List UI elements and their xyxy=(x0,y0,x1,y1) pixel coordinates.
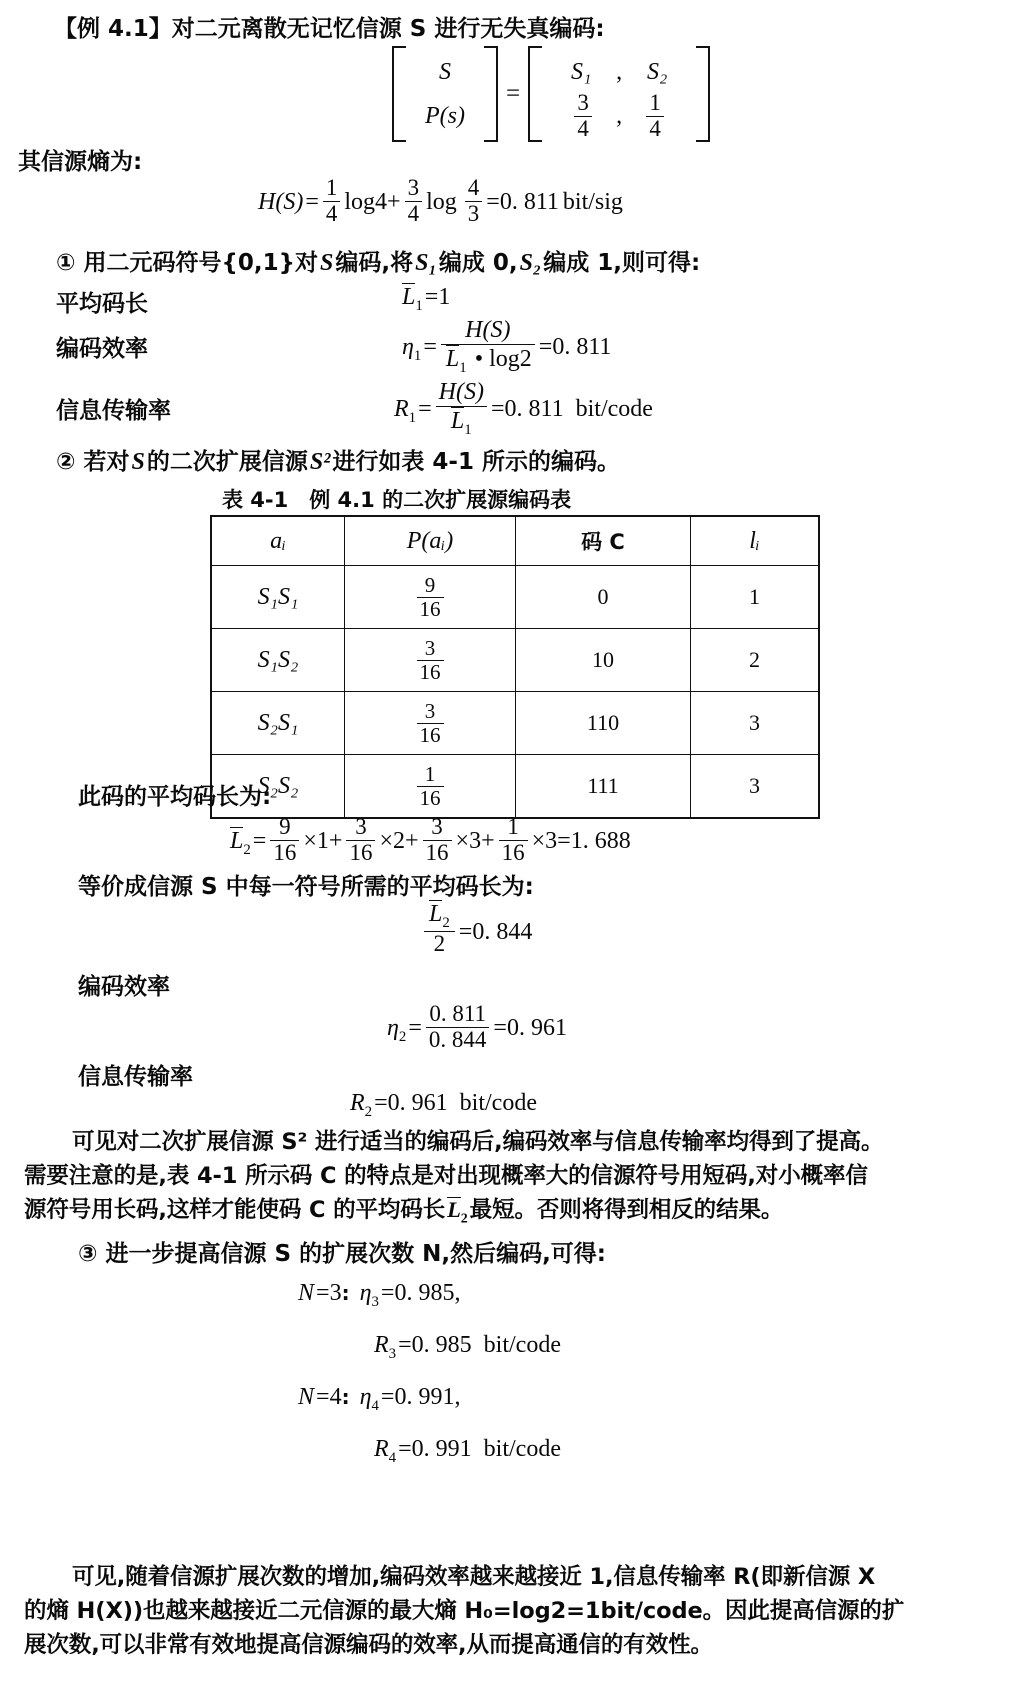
item-2-text-b: 的二次扩展信源 xyxy=(146,449,308,475)
paragraph-2-line-1: 可见,随着信源扩展次数的增加,编码效率越来越接近 1,信息传输率 R(即新信源 X xyxy=(72,1564,876,1590)
matrix-comma-1: , xyxy=(616,58,623,85)
item-1-var-s2: S₂ xyxy=(519,250,542,276)
matrix-symbol-2: S₂ xyxy=(646,58,668,85)
example-heading-label: 【例 4.1】 xyxy=(54,16,172,42)
avg-length-formula: $L_1=1$ xyxy=(402,284,451,314)
paragraph-1-line-2: 需要注意的是,表 4-1 所示码 C 的特点是对出现概率大的信源符号用短码,对小概率信 xyxy=(24,1163,868,1190)
matrix-right-bracket xyxy=(484,46,498,142)
paragraph-1-line-3: 源符号用长码,这样才能使码 C 的平均码长$L_2$最短。否则将得到相反的结果。 xyxy=(24,1197,784,1227)
entropy-lead-text: 其信源熵为: xyxy=(18,149,143,175)
rate-formula: $R_1=$ $\frac{H(S)}{L_1}$ =0. 811 bit/code xyxy=(394,379,653,438)
efficiency-num: H(S) xyxy=(465,317,511,343)
cell-code: 110 xyxy=(516,692,691,755)
table-header-li: lᵢ xyxy=(691,516,820,566)
efficiency2-label: 编码效率 xyxy=(78,974,170,1000)
rate-num: H(S) xyxy=(438,379,484,405)
rate2-unit: bit/code xyxy=(459,1090,537,1116)
table-row xyxy=(211,692,819,755)
cell-length: 1 xyxy=(691,566,820,629)
efficiency-value: 0. 811 xyxy=(552,333,612,360)
efficiency2-den: 0. 844 xyxy=(426,1027,490,1053)
cell-probability: $\frac{9}{16}$ xyxy=(345,566,516,629)
item-1-var-s1: S₁ xyxy=(415,250,437,276)
paragraph-2-line-3: 展次数,可以非常有效地提高信源编码的效率,从而提高通信的有效性。 xyxy=(24,1632,713,1659)
item-2-text-a: 若对 xyxy=(83,449,130,475)
avg-length2-formula: $L_2=$ $\frac{9}{16}$ ×1+ $\frac{3}{16}$ ×2+ $\frac{3}{16}$ ×3+ $\frac{1}{16}$ ×3=1. 688 xyxy=(230,814,631,865)
item-1-text-b: 编码,将 xyxy=(335,250,414,276)
cell-symbol: S₂S₁ xyxy=(211,692,345,755)
code-table xyxy=(210,515,820,819)
table-row xyxy=(211,566,819,629)
efficiency2-formula: $\eta_2=$ $\frac{0. 811}{0. 844}$ =0. 961 xyxy=(387,1001,567,1052)
example-intro-text: 对二元离散无记忆信源 S 进行无失真编码: xyxy=(171,16,605,42)
equiv-formula: $\frac{L_2}{2}$ =0. 844 xyxy=(420,900,532,957)
avg-length2-lead: 此码的平均码长为: xyxy=(78,784,272,810)
matrix-values xyxy=(544,46,694,142)
cell-probability: $\frac{3}{16}$ xyxy=(345,629,516,692)
table-header-row xyxy=(211,516,819,566)
r1-symbol: $R_1$ xyxy=(394,395,417,426)
item-1-text-d: 编成 1,则可得: xyxy=(543,250,701,276)
avg-length2-value: 1. 688 xyxy=(570,827,631,854)
rate2-formula: $R_2=0$. 961 bit/code xyxy=(350,1090,537,1120)
matrix2-right-bracket xyxy=(696,46,710,142)
cell-code: 111 xyxy=(516,755,691,819)
cell-probability: $\frac{1}{16}$ xyxy=(345,755,516,819)
item-3-marker: ③ xyxy=(78,1241,98,1267)
efficiency2-num: 0. 811 xyxy=(429,1001,486,1026)
item-2-text-c: 进行如表 4-1 所示的编码。 xyxy=(332,449,620,475)
item-1-text-a: 用二元码符号{0,1}对 xyxy=(83,250,318,276)
rate-value: 0. 811 xyxy=(504,395,564,422)
item-2-line xyxy=(56,443,620,476)
eta-2-symbol: $\eta_2$ xyxy=(387,1014,407,1045)
matrix-symbol-1: S₁ xyxy=(570,58,592,85)
entropy-value: 0. 811 xyxy=(499,188,559,215)
avg-length-value: 1 xyxy=(438,284,451,310)
table-row xyxy=(211,629,819,692)
matrix-left-bracket xyxy=(392,46,406,142)
expansion-result-n3: N=3: $\eta_3=0$. 985, xyxy=(298,1280,461,1310)
efficiency-den: $L_1$ • log2 xyxy=(441,344,535,376)
item-3-line xyxy=(78,1235,606,1268)
matrix-label-column xyxy=(408,46,482,142)
entropy-formula: H(S)= $\frac{1}{4}$ log4+ $\frac{3}{4}$ log $\frac{4}{3}$ =0. 811 bit/sig xyxy=(258,175,623,226)
paragraph-2 xyxy=(24,1560,1004,1663)
item-1-marker: ① xyxy=(56,250,76,276)
matrix2-left-bracket xyxy=(528,46,542,142)
table-header-ai: aᵢ xyxy=(211,516,345,566)
entropy-log2: log xyxy=(426,188,457,215)
example-heading-line xyxy=(54,10,605,43)
table-header-pai: P(aᵢ) xyxy=(345,516,516,566)
table-header-code: 码 C xyxy=(516,516,691,566)
cell-code: 10 xyxy=(516,629,691,692)
item-1-var-s: S xyxy=(320,250,334,276)
paragraph-2-line-2: 的熵 H(X))也越来越接近二元信源的最大熵 H₀=log2=1bit/code。因此提高信源的扩 xyxy=(24,1598,905,1625)
eta-1-symbol: $\eta_1$ xyxy=(402,333,422,364)
entropy-unit: bit/sig xyxy=(562,188,623,215)
entropy-log1: log4 xyxy=(344,188,388,215)
cell-symbol: S₁S₂ xyxy=(211,629,345,692)
equiv-value: 0. 844 xyxy=(472,918,533,945)
matrix-prob-2: $\frac{1}{4}$ xyxy=(622,91,688,142)
expansion-result-r3: $R_3=0$. 985 bit/code xyxy=(374,1332,561,1362)
matrix-label-ps: P(s) xyxy=(425,102,465,129)
paragraph-1 xyxy=(24,1125,1004,1230)
rate-den: $L_1$ xyxy=(436,406,487,438)
matrix-label-s: S xyxy=(439,58,451,85)
matrix-comma-2: , xyxy=(616,102,623,129)
expansion-result-n4: N=4: $\eta_4=0$. 991, xyxy=(298,1384,461,1414)
equiv-num: $L_2$ xyxy=(429,901,450,931)
item-2-marker: ② xyxy=(56,449,76,475)
r2-symbol: $R_2$ xyxy=(350,1090,373,1120)
table-caption: 表 4-1 例 4.1 的二次扩展源编码表 xyxy=(222,488,572,512)
entropy-lhs: H(S) xyxy=(258,188,304,215)
item-1-line xyxy=(56,244,700,277)
matrix-equals: = xyxy=(506,80,521,107)
matrix-prob-1: $\frac{3}{4}$ xyxy=(550,91,616,142)
cell-length: 3 xyxy=(691,755,820,819)
cell-probability: $\frac{3}{16}$ xyxy=(345,692,516,755)
cell-length: 2 xyxy=(691,629,820,692)
efficiency-label: 编码效率 xyxy=(56,336,148,362)
expansion-result-r4: $R_4=0$. 991 bit/code xyxy=(374,1436,561,1466)
item-1-text-c: 编成 0, xyxy=(438,250,518,276)
cell-code: 0 xyxy=(516,566,691,629)
item-2-var-s-squared: S² xyxy=(309,449,331,475)
avg-length-lhs: L xyxy=(402,284,416,310)
equiv-lead-text: 等价成信源 S 中每一符号所需的平均码长为: xyxy=(78,874,534,900)
cell-length: 3 xyxy=(691,692,820,755)
table-row xyxy=(211,755,819,819)
item-3-text: 进一步提高信源 S 的扩展次数 N,然后编码,可得: xyxy=(105,1241,607,1267)
item-2-var-s: S xyxy=(131,449,145,475)
efficiency2-value: 0. 961 xyxy=(506,1014,567,1041)
rate-label: 信息传输率 xyxy=(56,398,171,424)
cell-symbol: S₁S₁ xyxy=(211,566,345,629)
rate2-label: 信息传输率 xyxy=(78,1064,193,1090)
cell-symbol: S₂S₂ xyxy=(211,755,345,819)
source-matrix xyxy=(390,46,712,142)
rate2-value: 0. 961 xyxy=(387,1090,448,1116)
rate-unit: bit/code xyxy=(575,395,653,422)
paragraph-1-line-1: 可见对二次扩展信源 S² 进行适当的编码后,编码效率与信息传输率均得到了提高。 xyxy=(72,1129,884,1155)
avg-length-label: 平均码长 xyxy=(56,291,148,317)
efficiency-formula: $\eta_1=$ $\frac{H(S)}{L_1 • \log 2}$ =0. 811 xyxy=(402,317,612,376)
